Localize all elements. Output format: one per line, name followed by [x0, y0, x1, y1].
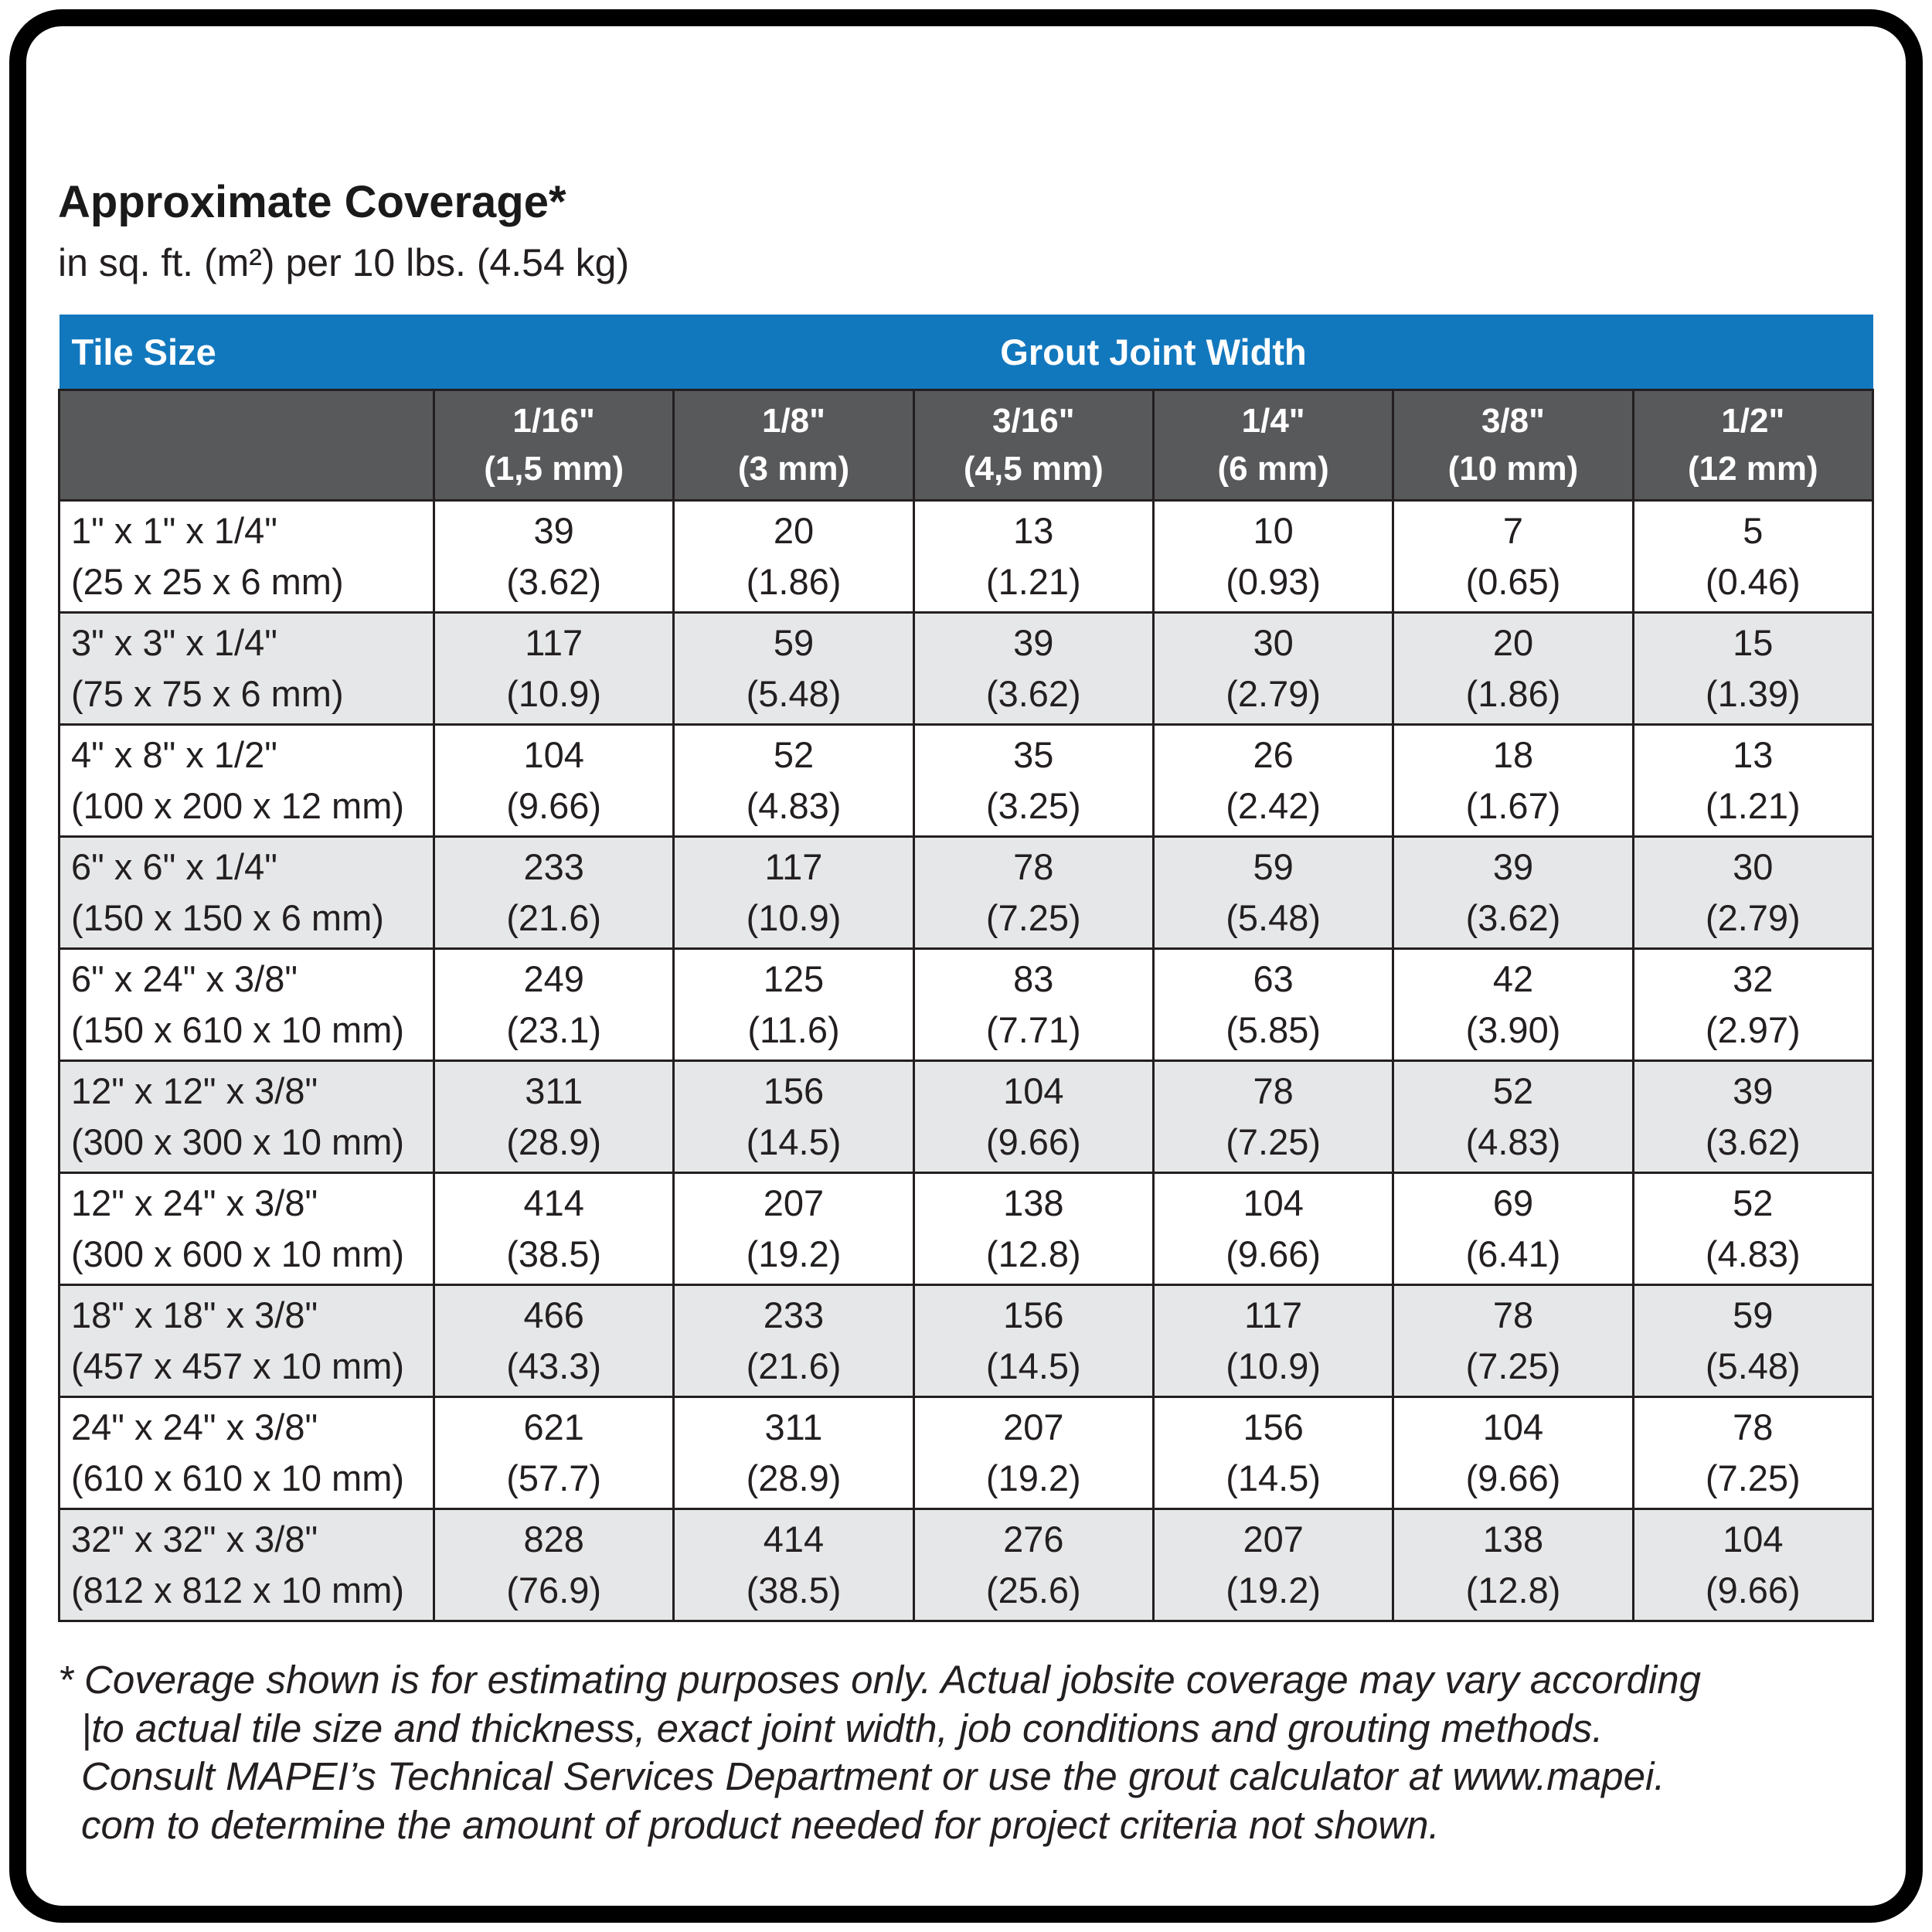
tile-size-cell	[60, 1285, 434, 1397]
coverage-sqft-value: 78	[1733, 1406, 1774, 1448]
coverage-value-cell	[434, 1173, 674, 1285]
coverage-sqft-value: 63	[1253, 958, 1294, 1000]
coverage-value-cell	[913, 613, 1153, 725]
joint-width-size-label: 1/16"	[512, 402, 595, 440]
coverage-sqft-value: 233	[523, 846, 584, 888]
tile-size-metric-label: (300 x 600 x 10 mm)	[71, 1233, 405, 1274]
joint-width-size-label: 1/4"	[1241, 402, 1305, 440]
empty-header-cell	[60, 390, 434, 501]
coverage-sqft-value: 78	[1492, 1294, 1534, 1336]
footnote-line: * Coverage shown is for estimating purposes only. Actual jobsite coverage may vary according	[58, 1658, 1702, 1702]
tile-size-cell	[60, 501, 434, 613]
coverage-value-cell	[434, 613, 674, 725]
coverage-value-cell	[434, 1397, 674, 1509]
column-header-joint-width	[674, 390, 913, 501]
coverage-sqft-value: 10	[1253, 510, 1294, 552]
coverage-value-cell	[1393, 725, 1633, 837]
coverage-value-cell	[674, 1509, 913, 1621]
coverage-sqft-value: 78	[1013, 846, 1054, 888]
coverage-value-cell	[1153, 1285, 1393, 1397]
tile-size-cell	[60, 1173, 434, 1285]
coverage-metric-value: (2.97)	[1705, 1009, 1801, 1050]
coverage-value-cell	[913, 1173, 1153, 1285]
coverage-metric-value: (2.42)	[1226, 785, 1321, 826]
joint-width-size-label: 3/8"	[1481, 402, 1545, 440]
coverage-metric-value: (3.62)	[985, 673, 1081, 714]
coverage-metric-value: (57.7)	[506, 1458, 602, 1498]
joint-width-size-label: 3/16"	[992, 402, 1075, 440]
coverage-value-cell	[1393, 1285, 1633, 1397]
coverage-value-cell	[1153, 1397, 1393, 1509]
coverage-sqft-value: 138	[1003, 1182, 1064, 1224]
coverage-sqft-value: 26	[1253, 734, 1294, 776]
table-row	[60, 725, 1873, 837]
tile-size-label: 18" x 18" x 3/8"	[71, 1294, 318, 1336]
coverage-metric-value: (9.66)	[506, 785, 602, 826]
coverage-value-cell	[1153, 837, 1393, 949]
joint-width-metric-label: (10 mm)	[1447, 450, 1579, 488]
tile-size-cell	[60, 613, 434, 725]
coverage-sqft-value: 138	[1482, 1519, 1544, 1560]
coverage-sqft-value: 52	[773, 734, 815, 776]
coverage-sqft-value: 39	[1733, 1070, 1774, 1112]
coverage-value-cell	[1153, 1061, 1393, 1173]
coverage-metric-value: (4.83)	[1465, 1121, 1561, 1162]
tile-size-metric-label: (300 x 300 x 10 mm)	[71, 1121, 405, 1162]
coverage-sqft-value: 35	[1013, 734, 1054, 776]
coverage-value-cell	[1633, 837, 1872, 949]
coverage-value-cell	[674, 725, 913, 837]
coverage-value-cell	[913, 837, 1153, 949]
coverage-metric-value: (28.9)	[506, 1121, 602, 1162]
coverage-value-cell	[674, 613, 913, 725]
table-body	[60, 501, 1873, 1621]
coverage-value-cell	[1393, 1509, 1633, 1621]
coverage-metric-value: (2.79)	[1226, 673, 1321, 714]
coverage-value-cell	[674, 1285, 913, 1397]
coverage-value-cell	[1153, 1509, 1393, 1621]
coverage-metric-value: (9.66)	[985, 1121, 1081, 1162]
coverage-value-cell	[913, 501, 1153, 613]
coverage-metric-value: (0.65)	[1465, 561, 1561, 602]
coverage-value-cell	[434, 1285, 674, 1397]
coverage-sqft-value: 156	[1243, 1406, 1304, 1448]
coverage-sqft-value: 59	[1253, 846, 1294, 888]
coverage-metric-value: (9.66)	[1465, 1458, 1561, 1498]
coverage-metric-value: (3.62)	[506, 561, 602, 602]
tile-size-metric-label: (457 x 457 x 10 mm)	[71, 1345, 405, 1386]
coverage-metric-value: (21.6)	[746, 1345, 842, 1386]
coverage-metric-value: (10.9)	[746, 897, 842, 938]
coverage-metric-value: (7.25)	[1705, 1458, 1801, 1498]
coverage-metric-value: (76.9)	[506, 1570, 602, 1611]
tile-size-label: 1" x 1" x 1/4"	[71, 510, 277, 552]
coverage-value-cell	[434, 1509, 674, 1621]
coverage-value-cell	[674, 1173, 913, 1285]
coverage-metric-value: (3.25)	[985, 785, 1081, 826]
tile-size-cell	[60, 949, 434, 1061]
joint-width-metric-label: (6 mm)	[1217, 450, 1329, 488]
coverage-value-cell	[913, 1397, 1153, 1509]
coverage-sqft-value: 207	[1243, 1519, 1304, 1560]
tile-size-label: 3" x 3" x 1/4"	[71, 622, 277, 664]
tile-size-cell	[60, 1509, 434, 1621]
table-row	[60, 1509, 1873, 1621]
coverage-metric-value: (9.66)	[1705, 1570, 1801, 1611]
coverage-sqft-value: 30	[1733, 846, 1774, 888]
tile-size-metric-label: (25 x 25 x 6 mm)	[71, 561, 344, 602]
coverage-metric-value: (2.79)	[1705, 897, 1801, 938]
coverage-value-cell	[913, 1509, 1153, 1621]
coverage-value-cell	[1153, 1173, 1393, 1285]
tile-size-label: 24" x 24" x 3/8"	[71, 1406, 318, 1448]
column-header-joint-width	[913, 390, 1153, 501]
coverage-sqft-value: 104	[1723, 1519, 1784, 1560]
coverage-sqft-value: 7	[1502, 510, 1524, 552]
coverage-value-cell	[1153, 501, 1393, 613]
group-header-row	[60, 315, 1873, 390]
coverage-metric-value: (14.5)	[985, 1345, 1081, 1386]
joint-width-metric-label: (3 mm)	[737, 450, 850, 488]
tile-size-metric-label: (100 x 200 x 12 mm)	[71, 785, 405, 826]
coverage-metric-value: (10.9)	[506, 673, 602, 714]
tile-size-cell	[60, 725, 434, 837]
joint-width-metric-label: (4,5 mm)	[963, 450, 1104, 488]
coverage-metric-value: (0.46)	[1705, 561, 1801, 602]
coverage-value-cell	[674, 1061, 913, 1173]
coverage-sqft-value: 30	[1253, 622, 1294, 664]
coverage-sqft-value: 311	[525, 1070, 583, 1112]
column-header-joint-width	[1633, 390, 1872, 501]
coverage-metric-value: (7.25)	[1226, 1121, 1321, 1162]
coverage-metric-value: (19.2)	[1226, 1570, 1321, 1611]
tile-size-label: 12" x 12" x 3/8"	[71, 1070, 318, 1112]
coverage-metric-value: (7.71)	[985, 1009, 1081, 1050]
table-row	[60, 1285, 1873, 1397]
table-row	[60, 1173, 1873, 1285]
coverage-value-cell	[913, 949, 1153, 1061]
coverage-metric-value: (5.48)	[746, 673, 842, 714]
coverage-value-cell	[1633, 725, 1872, 837]
tile-size-cell	[60, 837, 434, 949]
coverage-value-cell	[674, 1397, 913, 1509]
coverage-metric-value: (3.62)	[1705, 1121, 1801, 1162]
tile-size-cell	[60, 1061, 434, 1173]
page-subtitle: in sq. ft. (m²) per 10 lbs. (4.54 kg)	[58, 241, 630, 284]
coverage-value-cell	[434, 837, 674, 949]
coverage-sqft-value: 207	[1003, 1406, 1064, 1448]
footnote	[58, 1656, 1874, 1850]
coverage-sqft-value: 414	[763, 1519, 825, 1560]
tile-size-label: 12" x 24" x 3/8"	[71, 1182, 318, 1224]
footnote-line: com to determine the amount of product needed for project criteria not shown.	[81, 1803, 1440, 1848]
coverage-value-cell	[1153, 613, 1393, 725]
coverage-value-cell	[1633, 613, 1872, 725]
tile-size-header: Tile Size	[60, 315, 434, 390]
tile-size-label: 6" x 6" x 1/4"	[71, 846, 277, 888]
coverage-sqft-value: 42	[1492, 958, 1534, 1000]
joint-width-metric-label: (1,5 mm)	[484, 450, 624, 488]
column-header-joint-width	[1393, 390, 1633, 501]
coverage-metric-value: (3.62)	[1465, 897, 1561, 938]
coverage-sqft-value: 13	[1733, 734, 1774, 776]
coverage-value-cell	[1633, 1509, 1872, 1621]
coverage-sqft-value: 117	[525, 622, 583, 664]
coverage-metric-value: (23.1)	[506, 1009, 602, 1050]
coverage-metric-value: (12.8)	[985, 1233, 1081, 1274]
table-row	[60, 837, 1873, 949]
coverage-metric-value: (28.9)	[746, 1458, 842, 1498]
coverage-sqft-value: 32	[1733, 958, 1774, 1000]
coverage-sqft-value: 13	[1013, 510, 1054, 552]
coverage-value-cell	[1393, 1173, 1633, 1285]
table-row	[60, 949, 1873, 1061]
coverage-metric-value: (6.41)	[1465, 1233, 1561, 1274]
coverage-value-cell	[1393, 949, 1633, 1061]
coverage-sqft-value: 39	[533, 510, 574, 552]
footnote-line: Consult MAPEI’s Technical Services Department or use the grout calculator at www.mapei.	[81, 1754, 1665, 1799]
coverage-sqft-value: 5	[1743, 510, 1764, 552]
coverage-metric-value: (1.86)	[746, 561, 842, 602]
coverage-metric-value: (4.83)	[746, 785, 842, 826]
coverage-value-cell	[1633, 1397, 1872, 1509]
coverage-metric-value: (19.2)	[746, 1233, 842, 1274]
coverage-sqft-value: 117	[1244, 1294, 1303, 1336]
joint-width-size-label: 1/8"	[761, 402, 825, 440]
coverage-value-cell	[434, 949, 674, 1061]
coverage-value-cell	[434, 725, 674, 837]
coverage-metric-value: (38.5)	[506, 1233, 602, 1274]
coverage-sqft-value: 117	[764, 846, 823, 888]
coverage-sqft-value: 20	[1492, 622, 1534, 664]
coverage-sqft-value: 59	[773, 622, 815, 664]
tile-size-metric-label: (812 x 812 x 10 mm)	[71, 1570, 405, 1611]
coverage-metric-value: (5.48)	[1705, 1345, 1801, 1386]
coverage-sqft-value: 104	[1243, 1182, 1304, 1224]
coverage-metric-value: (5.85)	[1226, 1009, 1321, 1050]
coverage-metric-value: (25.6)	[985, 1570, 1081, 1611]
coverage-value-cell	[1633, 1061, 1872, 1173]
coverage-value-cell	[1393, 1061, 1633, 1173]
coverage-sqft-value: 104	[1003, 1070, 1064, 1112]
coverage-sqft-value: 125	[763, 958, 825, 1000]
grout-joint-width-header: Grout Joint Width	[434, 315, 1873, 390]
coverage-sqft-value: 69	[1492, 1182, 1534, 1224]
coverage-metric-value: (9.66)	[1226, 1233, 1321, 1274]
coverage-sqft-value: 249	[523, 958, 584, 1000]
coverage-sqft-value: 15	[1733, 622, 1774, 664]
coverage-metric-value: (5.48)	[1226, 897, 1321, 938]
table-row	[60, 1061, 1873, 1173]
column-header-joint-width	[1153, 390, 1393, 501]
coverage-sqft-value: 52	[1733, 1182, 1774, 1224]
coverage-sqft-value: 78	[1253, 1070, 1294, 1112]
coverage-sqft-value: 828	[523, 1519, 584, 1560]
coverage-sqft-value: 83	[1013, 958, 1054, 1000]
joint-width-metric-label: (12 mm)	[1687, 450, 1818, 488]
coverage-value-cell	[913, 1285, 1153, 1397]
coverage-sqft-value: 104	[1482, 1406, 1544, 1448]
coverage-sqft-value: 233	[763, 1294, 825, 1336]
coverage-sqft-value: 59	[1733, 1294, 1774, 1336]
column-header-row	[60, 390, 1873, 501]
coverage-metric-value: (43.3)	[506, 1345, 602, 1386]
coverage-metric-value: (1.21)	[985, 561, 1081, 602]
tile-size-label: 4" x 8" x 1/2"	[71, 734, 277, 776]
coverage-sqft-value: 466	[523, 1294, 584, 1336]
coverage-value-cell	[913, 1061, 1153, 1173]
coverage-sqft-value: 20	[773, 510, 815, 552]
tile-size-metric-label: (150 x 610 x 10 mm)	[71, 1009, 405, 1050]
coverage-sqft-value: 156	[1003, 1294, 1064, 1336]
coverage-sqft-value: 104	[523, 734, 584, 776]
coverage-value-cell	[1393, 837, 1633, 949]
coverage-metric-value: (1.21)	[1705, 785, 1801, 826]
coverage-sqft-value: 52	[1492, 1070, 1534, 1112]
coverage-metric-value: (10.9)	[1226, 1345, 1321, 1386]
coverage-value-cell	[434, 1061, 674, 1173]
coverage-value-cell	[1633, 1173, 1872, 1285]
table-header	[60, 315, 1873, 501]
table-row	[60, 1397, 1873, 1509]
coverage-sqft-value: 39	[1013, 622, 1054, 664]
column-header-joint-width	[434, 390, 674, 501]
coverage-metric-value: (7.25)	[1465, 1345, 1561, 1386]
footnote-line: |to actual tile size and thickness, exact joint width, job conditions and grouting methods.	[81, 1706, 1604, 1750]
coverage-metric-value: (3.90)	[1465, 1009, 1561, 1050]
coverage-metric-value: (12.8)	[1465, 1570, 1561, 1611]
coverage-metric-value: (0.93)	[1226, 561, 1321, 602]
page-title: Approximate Coverage*	[58, 177, 566, 227]
coverage-value-cell	[1153, 725, 1393, 837]
coverage-value-cell	[674, 501, 913, 613]
coverage-value-cell	[674, 949, 913, 1061]
coverage-metric-value: (7.25)	[985, 897, 1081, 938]
coverage-value-cell	[1153, 949, 1393, 1061]
coverage-value-cell	[1633, 501, 1872, 613]
coverage-metric-value: (4.83)	[1705, 1233, 1801, 1274]
tile-size-label: 32" x 32" x 3/8"	[71, 1519, 318, 1560]
coverage-sqft-value: 18	[1492, 734, 1534, 776]
coverage-value-cell	[674, 837, 913, 949]
table-row	[60, 613, 1873, 725]
coverage-metric-value: (38.5)	[746, 1570, 842, 1611]
coverage-value-cell	[1393, 1397, 1633, 1509]
coverage-sqft-value: 207	[763, 1182, 825, 1224]
page-content	[58, 0, 1874, 1850]
coverage-metric-value: (1.39)	[1705, 673, 1801, 714]
tile-size-metric-label: (150 x 150 x 6 mm)	[71, 897, 384, 938]
coverage-value-cell	[434, 501, 674, 613]
coverage-sqft-value: 414	[523, 1182, 584, 1224]
coverage-value-cell	[1633, 949, 1872, 1061]
coverage-sqft-value: 276	[1003, 1519, 1064, 1560]
coverage-metric-value: (11.6)	[747, 1009, 840, 1050]
joint-width-size-label: 1/2"	[1721, 402, 1785, 440]
coverage-metric-value: (14.5)	[746, 1121, 842, 1162]
coverage-table	[58, 315, 1874, 1622]
coverage-metric-value: (21.6)	[506, 897, 602, 938]
tile-size-cell	[60, 1397, 434, 1509]
coverage-value-cell	[1633, 1285, 1872, 1397]
table-row	[60, 501, 1873, 613]
coverage-value-cell	[913, 725, 1153, 837]
tile-size-metric-label: (610 x 610 x 10 mm)	[71, 1458, 405, 1498]
coverage-metric-value: (14.5)	[1226, 1458, 1321, 1498]
coverage-sqft-value: 311	[764, 1406, 823, 1448]
coverage-sqft-value: 621	[523, 1406, 584, 1448]
coverage-metric-value: (19.2)	[985, 1458, 1081, 1498]
tile-size-label: 6" x 24" x 3/8"	[71, 958, 298, 1000]
coverage-metric-value: (1.67)	[1465, 785, 1561, 826]
coverage-value-cell	[1393, 501, 1633, 613]
tile-size-metric-label: (75 x 75 x 6 mm)	[71, 673, 344, 714]
coverage-sqft-value: 39	[1492, 846, 1534, 888]
coverage-metric-value: (1.86)	[1465, 673, 1561, 714]
coverage-sqft-value: 156	[763, 1070, 825, 1112]
coverage-value-cell	[1393, 613, 1633, 725]
